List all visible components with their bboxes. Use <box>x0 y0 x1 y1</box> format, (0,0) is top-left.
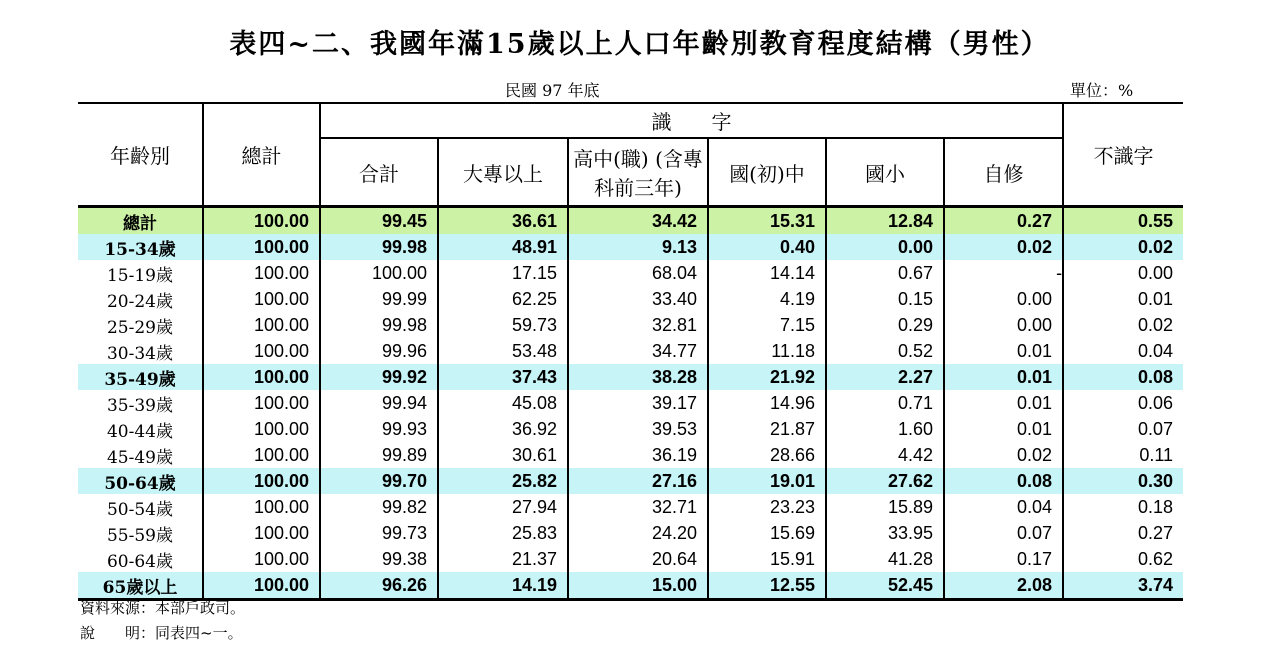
table-row <box>78 207 1183 235</box>
table-cell: 0.06 <box>1063 390 1183 416</box>
table-cell: 0.02 <box>1063 312 1183 338</box>
table-cell: 62.25 <box>438 286 568 312</box>
education-table <box>78 102 1183 601</box>
row-label: 總計 <box>78 207 203 235</box>
table-cell: 15.00 <box>568 572 708 600</box>
table-cell: 14.96 <box>708 390 826 416</box>
table-cell: 38.28 <box>568 364 708 390</box>
table-cell: 23.23 <box>708 494 826 520</box>
table-cell: 21.87 <box>708 416 826 442</box>
table-cell: 21.92 <box>708 364 826 390</box>
table-cell: 33.40 <box>568 286 708 312</box>
table-cell: 99.92 <box>320 364 438 390</box>
header-literate: 識 字 <box>320 103 1063 138</box>
table-cell: 0.04 <box>1063 338 1183 364</box>
table-cell: 0.40 <box>708 234 826 260</box>
table-cell: 4.19 <box>708 286 826 312</box>
table-cell: 12.84 <box>826 207 944 235</box>
table-cell: 68.04 <box>568 260 708 286</box>
table-cell: 0.01 <box>1063 286 1183 312</box>
row-label: 35-39歲 <box>78 390 203 416</box>
table-subtitle: 民國 97 年底 <box>505 81 600 100</box>
table-cell: 0.01 <box>944 338 1063 364</box>
table-cell: 48.91 <box>438 234 568 260</box>
row-label: 15-19歲 <box>78 260 203 286</box>
unit-label: 單位：% <box>1070 81 1134 100</box>
table-cell: 100.00 <box>203 260 320 286</box>
table-cell: 100.00 <box>203 234 320 260</box>
header-primary: 國小 <box>826 138 944 207</box>
table-cell: 99.70 <box>320 468 438 494</box>
table-cell: 100.00 <box>203 338 320 364</box>
table-cell: 0.17 <box>944 546 1063 572</box>
table-cell: 0.29 <box>826 312 944 338</box>
table-cell: 0.00 <box>944 286 1063 312</box>
table-cell: 100.00 <box>203 286 320 312</box>
table-cell: 15.69 <box>708 520 826 546</box>
table-row <box>78 494 1183 520</box>
table-cell: 0.71 <box>826 390 944 416</box>
table-cell: 0.62 <box>1063 546 1183 572</box>
table-cell: 0.15 <box>826 286 944 312</box>
row-label: 25-29歲 <box>78 312 203 338</box>
table-cell: 7.15 <box>708 312 826 338</box>
table-cell: 0.27 <box>1063 520 1183 546</box>
table-cell: 100.00 <box>203 390 320 416</box>
table-cell: 32.71 <box>568 494 708 520</box>
table-cell: 100.00 <box>203 520 320 546</box>
header-junior: 國(初)中 <box>708 138 826 207</box>
table-cell: 3.74 <box>1063 572 1183 600</box>
table-row <box>78 572 1183 600</box>
table-cell: 34.42 <box>568 207 708 235</box>
table-cell: 11.18 <box>708 338 826 364</box>
row-label: 65歲以上 <box>78 572 203 600</box>
table-cell: 32.81 <box>568 312 708 338</box>
table-cell: 39.53 <box>568 416 708 442</box>
header-subtotal: 合計 <box>320 138 438 207</box>
table-cell: 100.00 <box>203 364 320 390</box>
table-cell: 1.60 <box>826 416 944 442</box>
header-self: 自修 <box>944 138 1063 207</box>
table-cell: 99.94 <box>320 390 438 416</box>
remark-note: 說 明：同表四~一。 <box>80 624 243 642</box>
table-cell: 100.00 <box>203 207 320 235</box>
table-cell: 99.98 <box>320 234 438 260</box>
table-cell: 0.00 <box>1063 260 1183 286</box>
table-cell: 12.55 <box>708 572 826 600</box>
table-cell: 37.43 <box>438 364 568 390</box>
table-cell: 27.16 <box>568 468 708 494</box>
table-cell: 100.00 <box>203 572 320 600</box>
table-cell: 0.00 <box>826 234 944 260</box>
table-row <box>78 520 1183 546</box>
table-cell: 0.02 <box>944 234 1063 260</box>
row-label: 30-34歲 <box>78 338 203 364</box>
table-row <box>78 468 1183 494</box>
table-row <box>78 260 1183 286</box>
table-cell: 17.15 <box>438 260 568 286</box>
table-cell: 0.01 <box>944 364 1063 390</box>
table-cell: 15.89 <box>826 494 944 520</box>
table-cell: 39.17 <box>568 390 708 416</box>
row-label: 40-44歲 <box>78 416 203 442</box>
table-cell: 100.00 <box>320 260 438 286</box>
table-cell: 2.27 <box>826 364 944 390</box>
table-cell: 15.91 <box>708 546 826 572</box>
table-cell: 0.27 <box>944 207 1063 235</box>
table-cell: 4.42 <box>826 442 944 468</box>
header-illiterate: 不識字 <box>1063 103 1183 207</box>
row-label: 60-64歲 <box>78 546 203 572</box>
table-cell: 96.26 <box>320 572 438 600</box>
table-cell: 36.19 <box>568 442 708 468</box>
table-cell: 45.08 <box>438 390 568 416</box>
table-cell: 19.01 <box>708 468 826 494</box>
table-cell: 59.73 <box>438 312 568 338</box>
table-cell: 53.48 <box>438 338 568 364</box>
table-cell: 25.83 <box>438 520 568 546</box>
table-cell: 0.67 <box>826 260 944 286</box>
table-cell: 0.07 <box>1063 416 1183 442</box>
table-cell: 14.14 <box>708 260 826 286</box>
table-cell: 0.07 <box>944 520 1063 546</box>
table-cell: 52.45 <box>826 572 944 600</box>
header-senior <box>568 138 708 207</box>
row-label: 50-64歲 <box>78 468 203 494</box>
table-cell: 20.64 <box>568 546 708 572</box>
table-cell: 100.00 <box>203 494 320 520</box>
table-row <box>78 364 1183 390</box>
row-label: 45-49歲 <box>78 442 203 468</box>
table-cell: - <box>944 260 1063 286</box>
table-cell: 0.04 <box>944 494 1063 520</box>
table-cell: 0.02 <box>1063 234 1183 260</box>
table-cell: 100.00 <box>203 468 320 494</box>
table-cell: 25.82 <box>438 468 568 494</box>
table-cell: 99.96 <box>320 338 438 364</box>
table-cell: 9.13 <box>568 234 708 260</box>
table-cell: 2.08 <box>944 572 1063 600</box>
table-cell: 99.73 <box>320 520 438 546</box>
table-cell: 28.66 <box>708 442 826 468</box>
table-cell: 15.31 <box>708 207 826 235</box>
table-cell: 99.89 <box>320 442 438 468</box>
table-cell: 99.45 <box>320 207 438 235</box>
page-title: 表四~二、我國年滿15歲以上人口年齡別教育程度結構（男性） <box>229 29 1050 60</box>
header-total: 總計 <box>203 103 320 207</box>
table-cell: 0.55 <box>1063 207 1183 235</box>
table-cell: 27.94 <box>438 494 568 520</box>
source-note: 資料來源：本部戶政司。 <box>80 599 246 617</box>
table-cell: 36.61 <box>438 207 568 235</box>
table-cell: 33.95 <box>826 520 944 546</box>
table-cell: 14.19 <box>438 572 568 600</box>
table-row <box>78 442 1183 468</box>
table-cell: 21.37 <box>438 546 568 572</box>
table-cell: 0.18 <box>1063 494 1183 520</box>
table-cell: 0.01 <box>944 390 1063 416</box>
table-row <box>78 338 1183 364</box>
header-senior-note: (含專科前三年) <box>594 147 703 200</box>
table-cell: 0.08 <box>1063 364 1183 390</box>
table-row <box>78 286 1183 312</box>
table-cell: 100.00 <box>203 442 320 468</box>
row-label: 35-49歲 <box>78 364 203 390</box>
table-cell: 0.00 <box>944 312 1063 338</box>
table-cell: 100.00 <box>203 416 320 442</box>
table-row <box>78 416 1183 442</box>
table-cell: 0.02 <box>944 442 1063 468</box>
table-cell: 100.00 <box>203 546 320 572</box>
table-cell: 34.77 <box>568 338 708 364</box>
row-label: 15-34歲 <box>78 234 203 260</box>
table-cell: 30.61 <box>438 442 568 468</box>
header-senior-label: 高中(職) <box>573 147 649 171</box>
header-college: 大專以上 <box>438 138 568 207</box>
table-cell: 0.30 <box>1063 468 1183 494</box>
table-cell: 0.52 <box>826 338 944 364</box>
table-cell: 41.28 <box>826 546 944 572</box>
table-row <box>78 312 1183 338</box>
table-cell: 100.00 <box>203 312 320 338</box>
table-cell: 27.62 <box>826 468 944 494</box>
table-cell: 0.01 <box>944 416 1063 442</box>
table-cell: 36.92 <box>438 416 568 442</box>
table-body <box>78 207 1183 600</box>
row-label: 50-54歲 <box>78 494 203 520</box>
table-cell: 99.98 <box>320 312 438 338</box>
row-label: 20-24歲 <box>78 286 203 312</box>
table-cell: 0.11 <box>1063 442 1183 468</box>
table-row <box>78 546 1183 572</box>
row-label: 55-59歲 <box>78 520 203 546</box>
table-cell: 0.08 <box>944 468 1063 494</box>
header-age: 年齡別 <box>78 103 203 207</box>
table-row <box>78 234 1183 260</box>
table-cell: 99.82 <box>320 494 438 520</box>
table-cell: 99.99 <box>320 286 438 312</box>
table-cell: 99.93 <box>320 416 438 442</box>
table-cell: 24.20 <box>568 520 708 546</box>
table-row <box>78 390 1183 416</box>
table-cell: 99.38 <box>320 546 438 572</box>
